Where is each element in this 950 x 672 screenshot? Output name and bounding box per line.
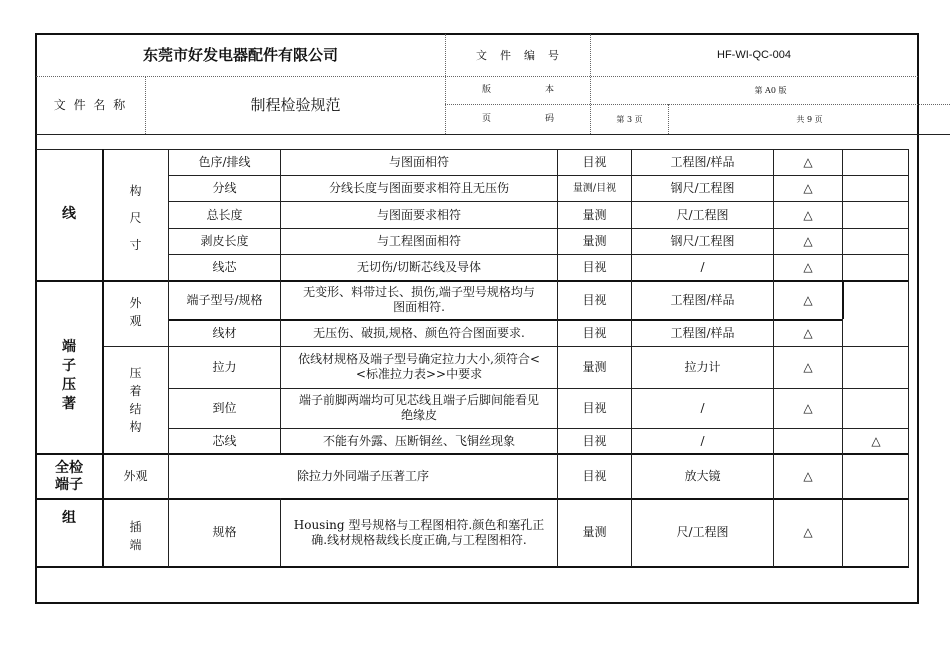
version-value: 第 A0 版: [754, 86, 787, 95]
line-item-split: 分线: [212, 181, 237, 195]
terminal-method-model: 目视: [582, 292, 607, 307]
line-tool-core: /: [700, 260, 705, 274]
line-mark-core: △: [803, 260, 813, 274]
section-group-sub: 插 端: [129, 520, 142, 552]
terminal-standard-pull: 依线材规格及端子型号确定拉力大小,须符合< <标准拉力表>>中要求: [298, 352, 540, 381]
terminal-item-wire: 线材: [212, 325, 237, 340]
terminal-method-pull: 量测: [582, 360, 607, 374]
doc-no-label: 文 件 编 号: [476, 48, 560, 62]
line-tool-split: 钢尺/工程图: [670, 181, 735, 195]
terminal-mark-pull: △: [803, 360, 813, 374]
terminal-method-wire: 目视: [582, 325, 607, 340]
line-mark-color-order: △: [803, 155, 813, 169]
group-tool-spec: 尺/工程图: [676, 525, 729, 539]
section-full-check-title: 全检 端子: [55, 460, 83, 493]
line-method-split: 量测/目视: [572, 183, 617, 194]
terminal-tool-wire: 工程图/样品: [670, 325, 735, 340]
line-mark-total-length: △: [803, 207, 813, 222]
section-group-title: 组: [62, 509, 76, 526]
full-check-tool: 放大镜: [684, 468, 721, 483]
terminal-tool-position: /: [700, 401, 705, 415]
line-standard-total-length: 与图面要求相符: [376, 207, 461, 222]
terminal-item-core: 芯线: [212, 433, 237, 448]
terminal-item-pull: 拉力: [212, 360, 237, 374]
terminal-tool-pull: 拉力计: [684, 360, 721, 374]
section-terminal-title: 端 子 压 著: [62, 339, 76, 412]
line-item-core: 线芯: [212, 260, 237, 274]
line-tool-total-length: 尺/工程图: [676, 207, 729, 222]
full-check-mark: △: [803, 468, 813, 483]
doc-no-value: HF-WI-QC-004: [717, 48, 791, 61]
page-total: 共 9 页: [796, 115, 823, 124]
terminal-mark-core: △: [871, 433, 881, 448]
section-terminal-crimp-structure: 压 着 结 构: [129, 366, 142, 434]
line-mark-split: △: [803, 181, 813, 195]
line-standard-strip-length: 与工程图面相符: [376, 234, 461, 248]
line-method-core: 目视: [582, 260, 607, 274]
terminal-item-model: 端子型号/规格: [186, 292, 263, 307]
group-item-spec: 规格: [212, 525, 237, 539]
terminal-standard-core: 不能有外露、压断铜丝、飞铜丝现象: [322, 433, 515, 448]
group-method-spec: 量测: [582, 525, 607, 539]
terminal-item-position: 到位: [212, 401, 237, 415]
line-method-color-order: 目视: [582, 155, 607, 169]
line-item-strip-length: 剥皮长度: [200, 234, 249, 248]
terminal-standard-model: 无变形、料带过长、损伤,端子型号规格均与 图面相符.: [303, 285, 535, 314]
line-standard-split: 分线长度与图面要求相符且无压伤: [328, 181, 509, 195]
terminal-method-position: 目视: [582, 401, 607, 415]
line-standard-color-order: 与图面相符: [388, 155, 449, 169]
section-terminal-appearance: 外 观: [129, 296, 142, 328]
line-tool-color-order: 工程图/样品: [670, 155, 735, 169]
terminal-mark-wire: △: [803, 325, 813, 340]
company-name: 东莞市好发电器配件有限公司: [142, 46, 338, 64]
line-item-color-order: 色序/排线: [198, 155, 251, 169]
full-check-standard: 除拉力外同端子压著工序: [296, 468, 429, 483]
version-label: 版 本: [481, 85, 554, 95]
page-label: 页 码: [481, 114, 554, 124]
group-mark-spec: △: [803, 525, 813, 539]
terminal-tool-model: 工程图/样品: [670, 292, 735, 307]
page-bottom-border: [35, 602, 919, 604]
terminal-mark-model: △: [803, 292, 813, 307]
full-check-method: 目视: [582, 468, 607, 483]
doc-name-value: 制程检验规范: [250, 96, 341, 114]
line-mark-strip-length: △: [803, 234, 813, 248]
terminal-standard-position: 端子前脚两端均可见芯线且端子后脚间能看见 绝缘皮: [298, 393, 539, 422]
terminal-method-core: 目视: [582, 433, 607, 448]
line-method-strip-length: 量测: [582, 234, 607, 248]
section-line-title: 线: [62, 206, 76, 222]
section-line-subtitle: 构 尺 寸: [129, 184, 142, 252]
line-method-total-length: 量测: [582, 207, 607, 222]
line-tool-strip-length: 钢尺/工程图: [670, 234, 735, 248]
terminal-tool-core: /: [700, 433, 705, 448]
line-standard-core: 无切伤/切断芯线及导体: [356, 260, 482, 274]
group-standard-spec: Housing 型号规格与工程图相符.颜色和塞孔正 确.线材规格裁线长度正确,与工程图相符.: [293, 518, 545, 547]
terminal-mark-position: △: [803, 401, 813, 415]
line-item-total-length: 总长度: [206, 207, 243, 222]
page-current: 第 3 页: [616, 115, 643, 124]
terminal-standard-wire: 无压伤、破损,规格、颜色符合图面要求.: [313, 325, 525, 340]
full-check-sub: 外观: [123, 468, 148, 483]
doc-name-label: 文 件 名 称: [53, 98, 128, 112]
